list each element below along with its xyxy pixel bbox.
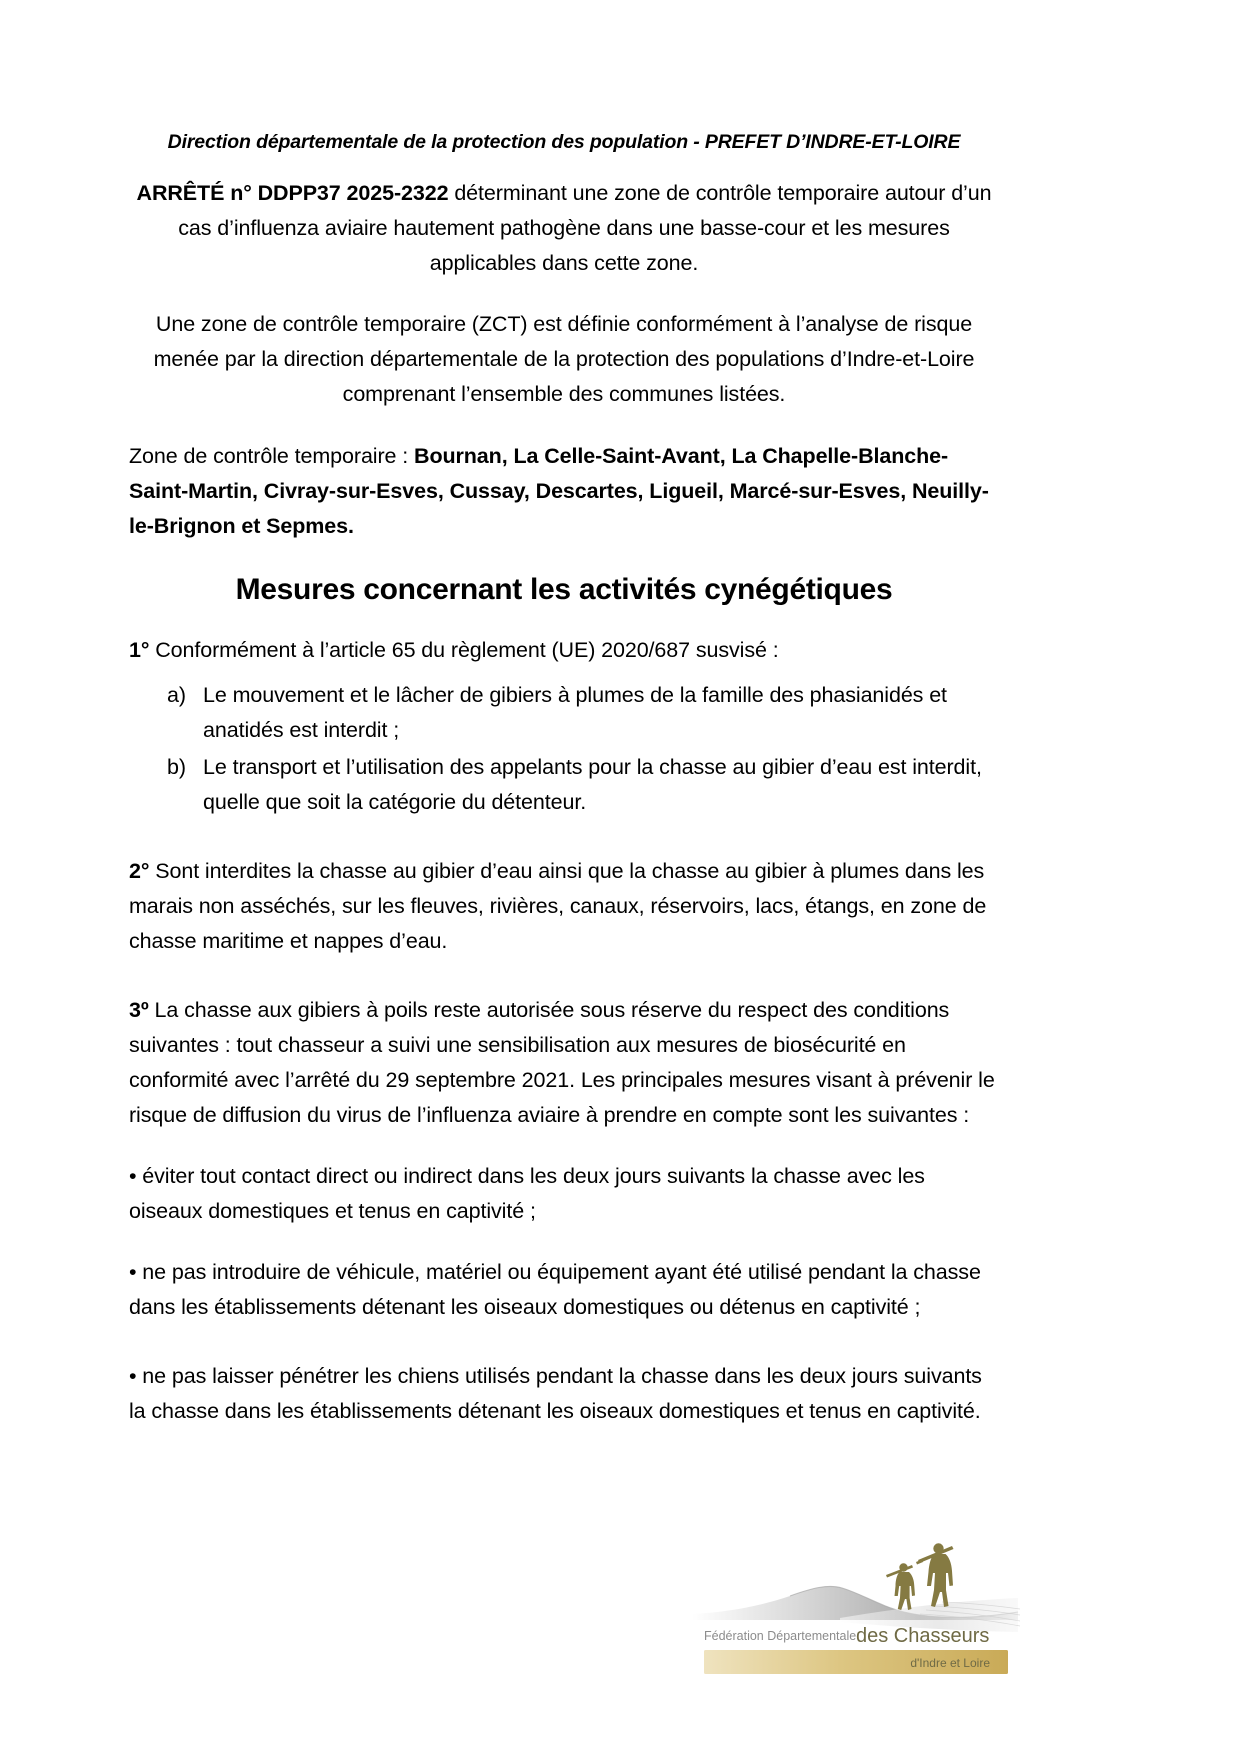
zone-communes-paragraph (129, 439, 999, 543)
page-title: Mesures concernant les activités cynégétiques (235, 572, 893, 606)
logo-text-region: d'Indre et Loire (910, 1656, 990, 1670)
logo-text-bold: des Chasseurs (856, 1625, 990, 1647)
bullet-item-3: • ne pas laisser pénétrer les chiens utilisés pendant la chasse dans les deux jours suivants la chasse dans les établissements détenant les oiseaux domestiques et tenus en captivité. (129, 1364, 982, 1424)
item-3-number: 3º (129, 998, 149, 1023)
list-item (129, 678, 999, 748)
item-2-text: Sont interdites la chasse au gibier d’eau ainsi que la chasse au gibier à plumes dans les marais non asséchés, sur les fleuves, rivières, canaux, réservoirs, lacs, étangs, en zone de chasse maritime et nappes d’eau. (129, 858, 987, 954)
item-2-number: 2° (129, 858, 150, 883)
arrete-paragraph (129, 176, 999, 280)
zone-communes-list: Bournan, La Celle-Saint-Avant, La Chapelle-Blanche-Saint-Martin, Civray-sur-Esves, Cussay, Descartes, Ligueil, Marcé-sur-Esves, Neuilly-le-Brignon et Sepmes. (129, 444, 989, 538)
item-1-text: Conformément à l’article 65 du règlement (UE) 2020/687 susvisé : (149, 637, 779, 662)
logo-gold-bar (704, 1650, 1008, 1674)
arrete-description: déterminant une zone de contrôle temporaire autour d’un cas d’influenza aviaire hautement pathogène dans une basse-cour et les mesures applicables dans cette zone. (178, 181, 992, 276)
zone-label: Zone de contrôle temporaire : (129, 444, 415, 469)
document-content (129, 0, 999, 1429)
sublist-text-a: Le mouvement et le lâcher de gibiers à plumes de la famille des phasianidés et anatidés est interdit ; (203, 682, 947, 742)
document-header-line: Direction départementale de la protection des population - PREFET D’INDRE-ET-LOIRE (167, 131, 961, 153)
item-2-paragraph (129, 854, 999, 959)
zct-definition-paragraph: Une zone de contrôle temporaire (ZCT) est définie conformément à l’analyse de risque menée par la direction départementale de la protection des populations d’Indre-et-Loire comprenant l’ensemble des communes listées. (153, 311, 975, 406)
item-1-number: 1° (129, 637, 150, 662)
bullet-item-1: • éviter tout contact direct ou indirect dans les deux jours suivants la chasse avec les oiseaux domestiques et tenus en captivité ; (129, 1164, 925, 1224)
arrete-number: ARRÊTÉ n° DDPP37 2025-2322 (136, 181, 449, 206)
sublist-text-b: Le transport et l’utilisation des appelants pour la chasse au gibier d’eau est interdit, quelle que soit la catégorie du détenteur. (203, 754, 982, 814)
logo-text-thin: Fédération Départementale (704, 1629, 857, 1643)
sublist-marker-b: b) (167, 754, 186, 779)
item-1-sublist (129, 678, 999, 820)
federation-chasseurs-logo (690, 1540, 1020, 1700)
item-3-text: La chasse aux gibiers à poils reste autorisée sous réserve du respect des conditions suivantes : tout chasseur a suivi une sensibilisation aux mesures de biosécurité en conformité avec l’arrêté du 29 septembre 2021. Les principales mesures visant à prévenir le risque de diffusion du virus de l’influenza aviaire à prendre en compte sont les suivantes : (129, 998, 995, 1128)
item-3-paragraph (129, 993, 999, 1133)
sublist-marker-a: a) (167, 682, 186, 707)
hunter-child-icon (886, 1563, 915, 1610)
item-1-paragraph (129, 633, 999, 668)
list-item (129, 750, 999, 820)
bullet-item-2: • ne pas introduire de véhicule, matériel ou équipement ayant été utilisé pendant la chasse dans les établissements détenant les oiseaux domestiques ou détenus en captivité ; (129, 1260, 981, 1320)
hunter-adult-icon (916, 1543, 954, 1607)
logo-text-line-1 (704, 1625, 989, 1647)
